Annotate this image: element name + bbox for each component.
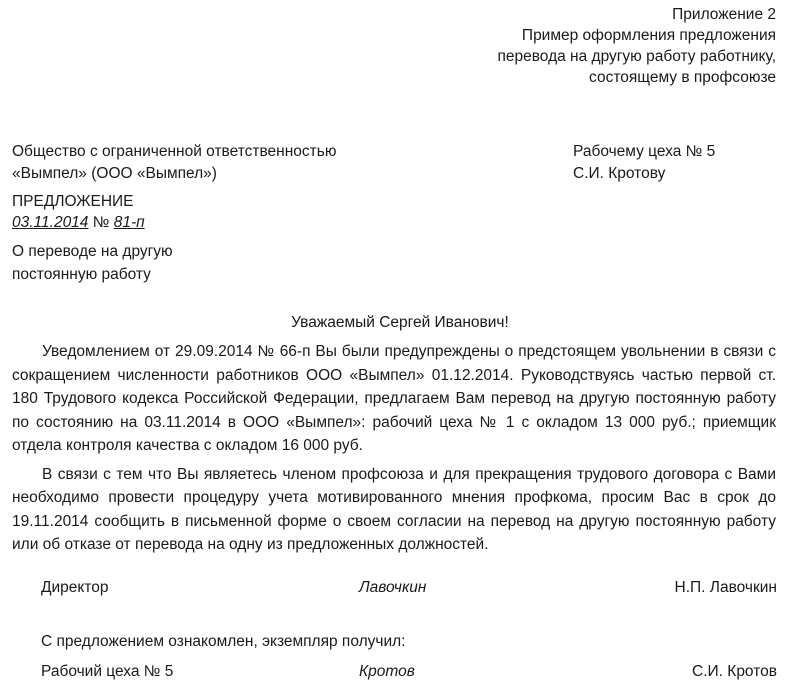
director-name: Н.П. Лавочкин: [674, 579, 777, 596]
organization-block: [12, 141, 336, 185]
document-number: 81-п: [113, 214, 145, 231]
director-position: Директор: [41, 579, 109, 596]
body-paragraph: В связи с тем что Вы являетесь членом профсоюза и для прекращения трудового договора с Вами необходимо провести процедуру учета мотивированного мнения профкома, просим Вас в срок до 19.11.2014 сообщить в письменной форме о своем согласии на перевод на другую постоянную работу или об отказе от перевода на одну из предложенных должностей.: [12, 465, 776, 553]
body-text: [12, 340, 776, 562]
director-signature-row: [41, 577, 777, 599]
employee-position: Рабочий цеха № 5: [41, 663, 174, 680]
employee-name: С.И. Кротов: [692, 663, 777, 680]
addressee-block: [573, 141, 715, 185]
appendix-title-line: Пример оформления предложения: [521, 27, 776, 44]
organization-name-line: Общество с ограниченной ответственностью: [12, 143, 337, 160]
subject-line: постоянную работу: [12, 266, 151, 283]
appendix-title-line: перевода на другую работу работнику,: [497, 48, 776, 65]
document-type: ПРЕДЛОЖЕНИЕ: [12, 193, 134, 210]
employee-signature-row: [41, 661, 777, 683]
document-meta: [12, 212, 145, 234]
employee-signature: Кротов: [359, 663, 415, 680]
appendix-title-line: состоящему в профсоюзе: [589, 69, 776, 86]
appendix-number: Приложение 2: [672, 6, 776, 23]
appendix-header: [497, 4, 776, 88]
addressee-name: С.И. Кротову: [573, 165, 666, 182]
document-number-label: №: [92, 214, 110, 231]
body-paragraph: Уведомлением от 29.09.2014 № 66-п Вы были предупреждены о предстоящем увольнении в связи с сокращением численности работников ООО «Вымпел» 01.12.2014. Руководствуясь частью первой ст. 180 Трудового кодекса Российской Федерации, предлагаем Вам перевод на другую постоянную работу по состоянию на 03.11.2014 в ООО «Вымпел»: рабочий цеха № 1 с окладом 13 000 руб.; приемщик отдела контроля качества с окладом 16 000 руб.: [12, 343, 776, 454]
addressee-position: Рабочему цеха № 5: [573, 143, 716, 160]
subject-line: О переводе на другую: [12, 243, 173, 260]
organization-name-line: «Вымпел» (ООО «Вымпел»): [12, 165, 217, 182]
greeting: Уважаемый Сергей Иванович!: [291, 314, 509, 331]
document-subject: [12, 240, 173, 286]
acknowledgement-text: С предложением ознакомлен, экземпляр получил:: [41, 633, 406, 650]
director-signature: Лавочкин: [359, 579, 427, 596]
document-date: 03.11.2014: [12, 214, 89, 231]
